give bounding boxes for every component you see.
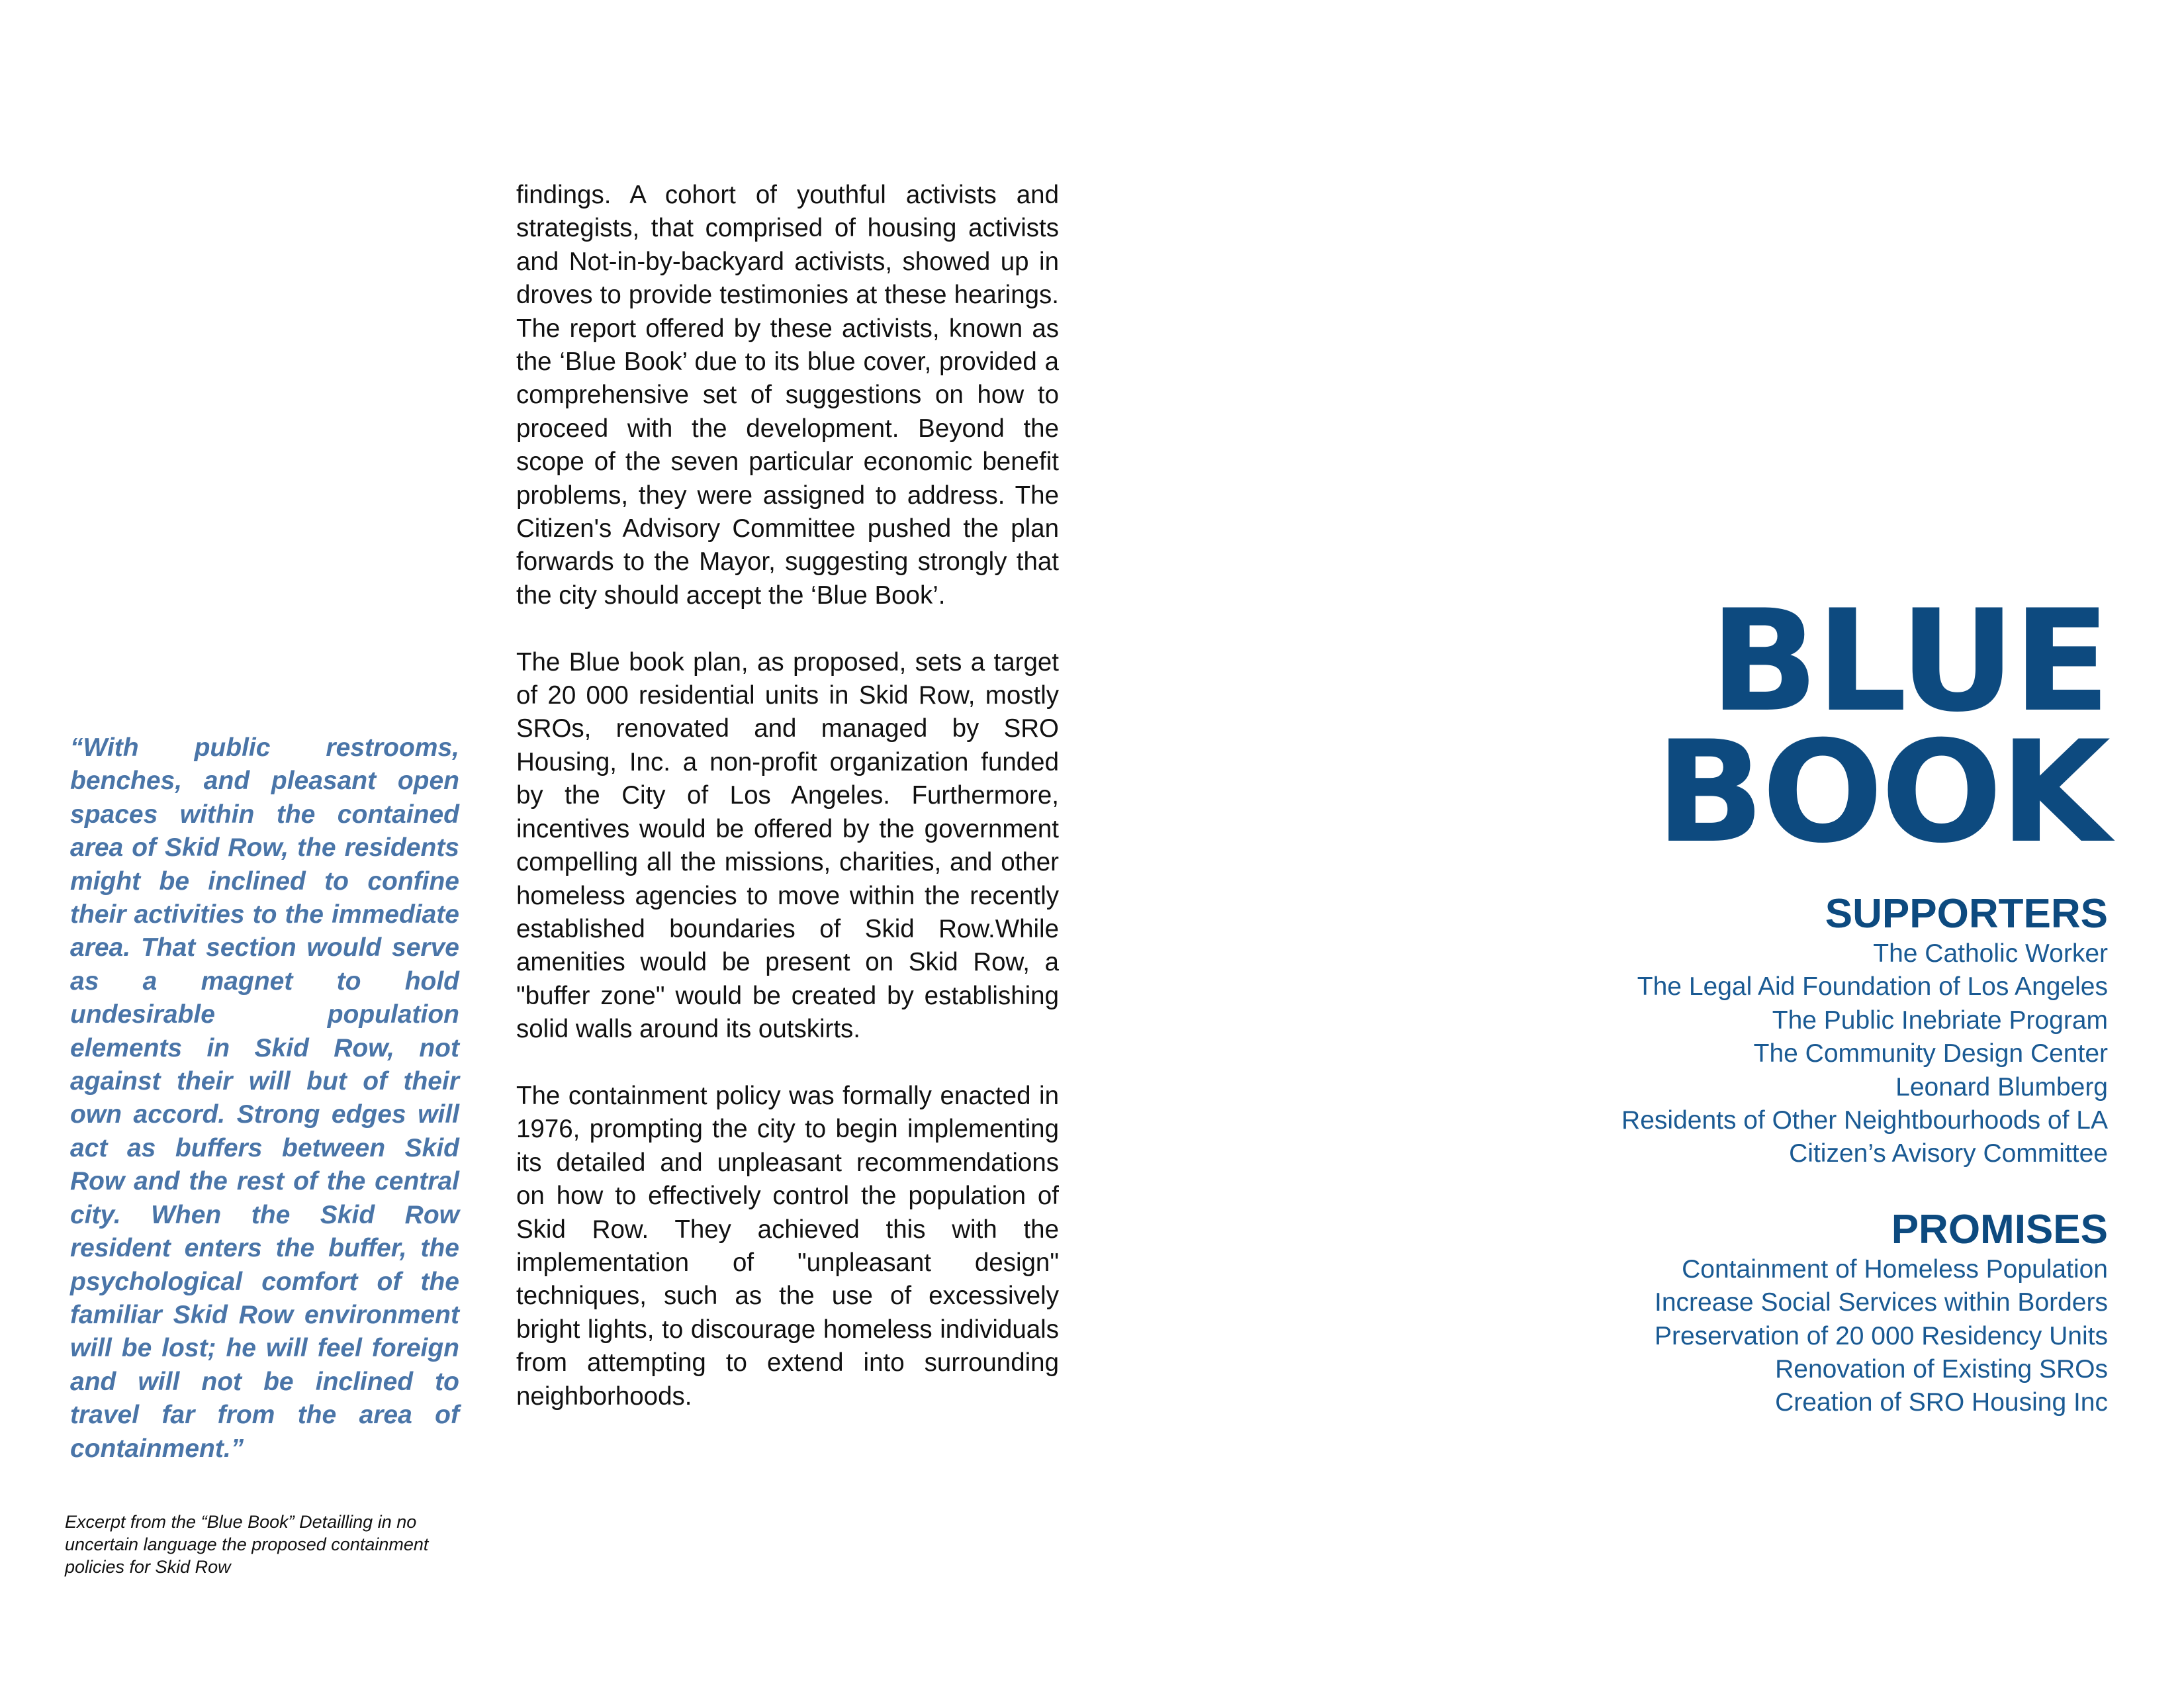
- title-line-book: BOOK: [1655, 710, 2108, 874]
- supporters-heading: SUPPORTERS: [1825, 891, 2108, 937]
- supporter-item: The Catholic Worker: [1873, 939, 2108, 968]
- body-paragraph: The containment policy was formally enacted in 1976, prompting the city to begin implementing its detailed and unpleasant recommendations on how to effectively control the population of Skid Row. They achieved this with the implementation of "unpleasant design" techniques, such as the use of excessively bright lights, to discourage homeless individuals from attempting to extend into surrounding neighborhoods.: [516, 1081, 1059, 1411]
- promise-item: Containment of Homeless Population: [1682, 1254, 2108, 1284]
- promise-item: Renovation of Existing SROs: [1775, 1355, 2108, 1384]
- blue-book-panel: [1446, 579, 2108, 1420]
- supporters-list: [1446, 937, 2108, 1171]
- supporter-item: The Public Inebriate Program: [1772, 1006, 2108, 1035]
- promises-list: [1446, 1253, 2108, 1420]
- body-text-column: [516, 179, 1059, 1413]
- supporter-item: Leonard Blumberg: [1895, 1072, 2108, 1102]
- supporter-item: Residents of Other Neightbourhoods of LA: [1621, 1106, 2108, 1135]
- supporter-item: The Legal Aid Foundation of Los Angeles: [1637, 972, 2108, 1002]
- promise-item: Creation of SRO Housing Inc: [1775, 1388, 2108, 1417]
- blue-book-title: [1433, 579, 2108, 874]
- promise-item: Increase Social Services within Borders: [1655, 1288, 2108, 1317]
- pull-quote: “With public restrooms, benches, and pleasant open spaces within the contained area of Skid Row, the residents might be inclined to confine their activities to the immediate area. That section would serve as a magnet to hold undesirable population elements in Skid Row, not against their will but of their own accord. Strong edges will act as buffers between Skid Row and the rest of the central city. When the Skid Row resident enters the buffer, the psychological comfort of the familiar Skid Row environment will be lost; he will feel foreign and will not be inclined to travel far from the area of containment.”: [70, 733, 459, 1463]
- body-paragraph: findings. A cohort of youthful activists and strategists, that comprised of housing activists and Not-in-by-backyard activists, showed up in droves to provide testimonies at these hearings. The report offered by these activists, known as the ‘Blue Book’ due to its blue cover, provided a comprehensive set of suggestions on how to proceed with the development. Beyond the scope of the seven particular economic benefit problems, they were assigned to address. The Citizen's Advisory Committee pushed the plan forwards to the Mayor, suggesting strongly that the city should accept the ‘Blue Book’.: [516, 181, 1059, 610]
- supporter-item: Citizen’s Avisory Committee: [1789, 1139, 2108, 1168]
- title-line-blue: BLUE: [1709, 579, 2108, 743]
- quote-caption: Excerpt from the “Blue Book” Detailling in no uncertain language the proposed containment policies for Skid Row: [65, 1512, 429, 1577]
- body-paragraph: The Blue book plan, as proposed, sets a target of 20 000 residential units in Skid Row, mostly SROs, renovated and managed by SRO Housing, Inc. a non-profit organization funded by the City of Los Angeles. Furthermore, incentives would be offered by the government compelling all the missions, charities, and other homeless agencies to move within the recently established boundaries of Skid Row.While amenities would be present on Skid Row, a "buffer zone" would be created by establishing solid walls around its outskirts.: [516, 647, 1059, 1044]
- promise-item: Preservation of 20 000 Residency Units: [1654, 1321, 2108, 1350]
- promises-heading: PROMISES: [1891, 1206, 2108, 1252]
- supporter-item: The Community Design Center: [1753, 1039, 2108, 1068]
